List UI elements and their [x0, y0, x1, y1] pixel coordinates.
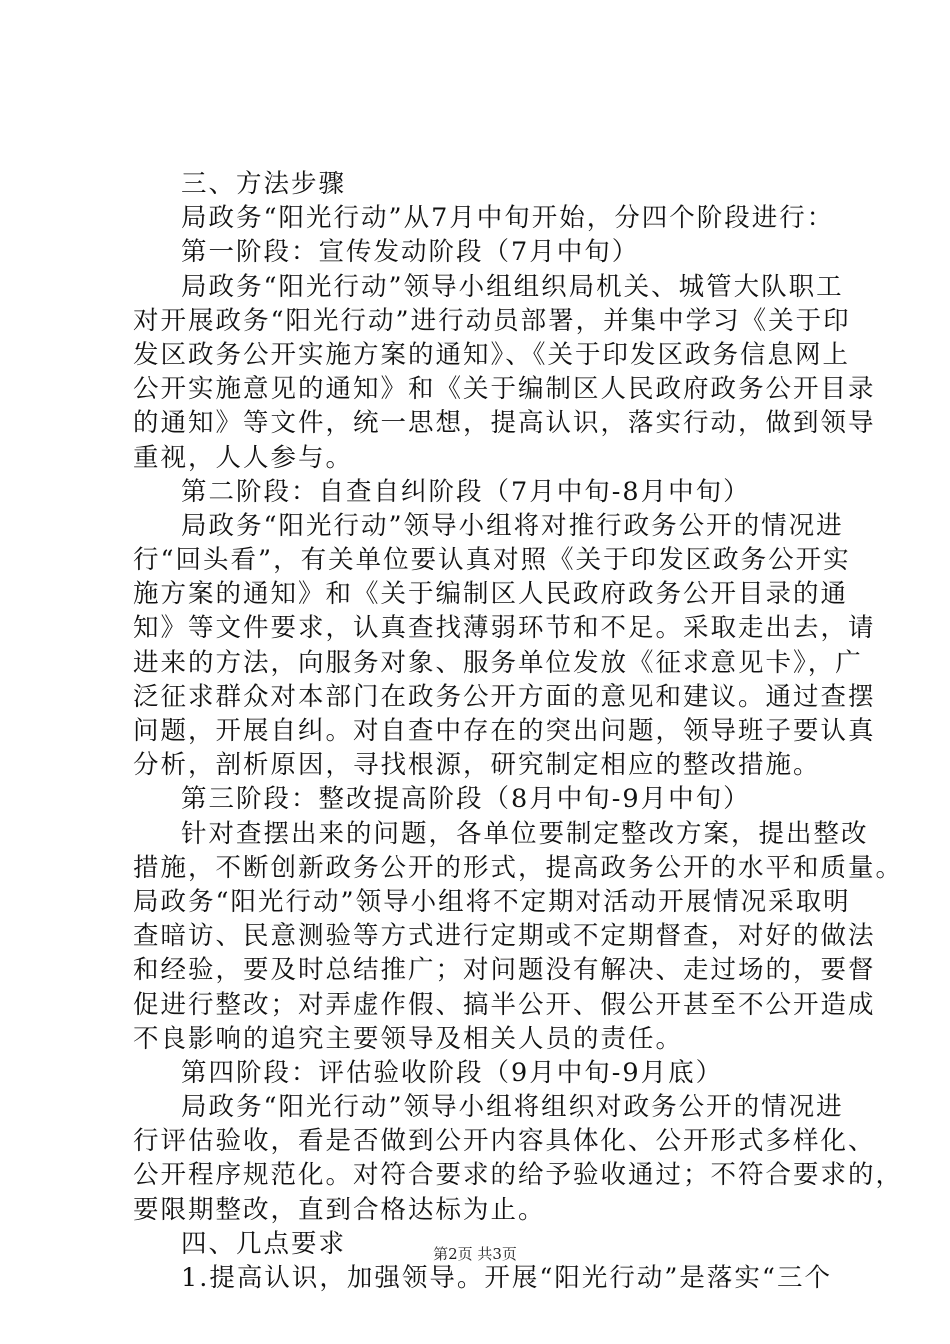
- text-line: 的通知》等文件，统一思想，提高认识，落实行动，做到领导: [133, 408, 876, 439]
- text-line: 查暗访、民意测验等方式进行定期或不定期督查，对好的做法: [133, 921, 876, 952]
- text-line: 问题，开展自纠。对自查中存在的突出问题，领导班子要认真: [133, 716, 876, 746]
- page-footer: [0, 1243, 950, 1264]
- text-line: 第二阶段：自查自纠阶段（7月中旬-8月中旬）: [181, 476, 751, 507]
- text-line: 公开程序规范化。对符合要求的给予验收通过；不符合要求的，: [133, 1160, 904, 1191]
- text-line: 知》等文件要求，认真查找薄弱环节和不足。采取走出去，请: [133, 613, 876, 644]
- text-line: 四、几点要求: [181, 1228, 347, 1259]
- text-line: 1.提高认识，加强领导。开展“阳光行动”是落实“三个: [181, 1263, 832, 1293]
- page-number-label: 第2页 共3页: [433, 1245, 517, 1263]
- text-line: 行“回头看”，有关单位要认真对照《关于印发区政务公开实: [133, 545, 851, 576]
- text-line: 对开展政务“阳光行动”进行动员部署，并集中学习《关于印: [133, 305, 851, 336]
- text-line: 要限期整改，直到合格达标为止。: [133, 1194, 546, 1225]
- text-line: 局政务“阳光行动”领导小组将不定期对活动开展情况采取明: [133, 886, 851, 917]
- text-line: 公开实施意见的通知》和《关于编制区人民政府政务公开目录: [133, 374, 876, 405]
- text-line: 局政务“阳光行动”从7月中旬开始，分四个阶段进行：: [181, 203, 835, 234]
- text-line: 施方案的通知》和《关于编制区人民政府政务公开目录的通: [133, 579, 849, 610]
- text-line: 第三阶段：整改提高阶段（8月中旬-9月中旬）: [181, 784, 751, 815]
- text-line: 第一阶段：宣传发动阶段（7月中旬）: [181, 237, 640, 268]
- text-line: 局政务“阳光行动”领导小组组织局机关、城管大队职工: [181, 271, 844, 302]
- text-line: 针对查摆出来的问题，各单位要制定整改方案，提出整改: [181, 818, 869, 849]
- text-line: 发区政务公开实施方案的通知》、《关于印发区政务信息网上: [133, 339, 851, 370]
- text-line: 措施，不断创新政务公开的形式，提高政务公开的水平和质量。: [133, 852, 904, 883]
- text-line: 重视，人人参与。: [133, 442, 354, 473]
- text-line: 局政务“阳光行动”领导小组将对推行政务公开的情况进: [181, 510, 844, 541]
- text-line: 进来的方法，向服务对象、服务单位发放《征求意见卡》，广: [133, 647, 863, 678]
- text-line: 局政务“阳光行动”领导小组将组织对政务公开的情况进: [181, 1092, 844, 1123]
- text-line: 分析，剖析原因，寻找根源，研究制定相应的整改措施。: [133, 750, 821, 781]
- text-line: 和经验，要及时总结推广；对问题没有解决、走过场的，要督: [133, 955, 876, 986]
- text-line: 第四阶段：评估验收阶段（9月中旬-9月底）: [181, 1057, 724, 1088]
- text-line: 促进行整改；对弄虚作假、搞半公开、假公开甚至不公开造成: [133, 989, 876, 1020]
- text-line: 泛征求群众对本部门在政务公开方面的意见和建议。通过查摆: [133, 681, 876, 712]
- text-line: 行评估验收，看是否做到公开内容具体化、公开形式多样化、: [133, 1126, 876, 1157]
- document-body: [133, 167, 904, 1295]
- text-line: 三、方法步骤: [181, 169, 347, 199]
- text-line: 不良影响的追究主要领导及相关人员的责任。: [133, 1023, 684, 1054]
